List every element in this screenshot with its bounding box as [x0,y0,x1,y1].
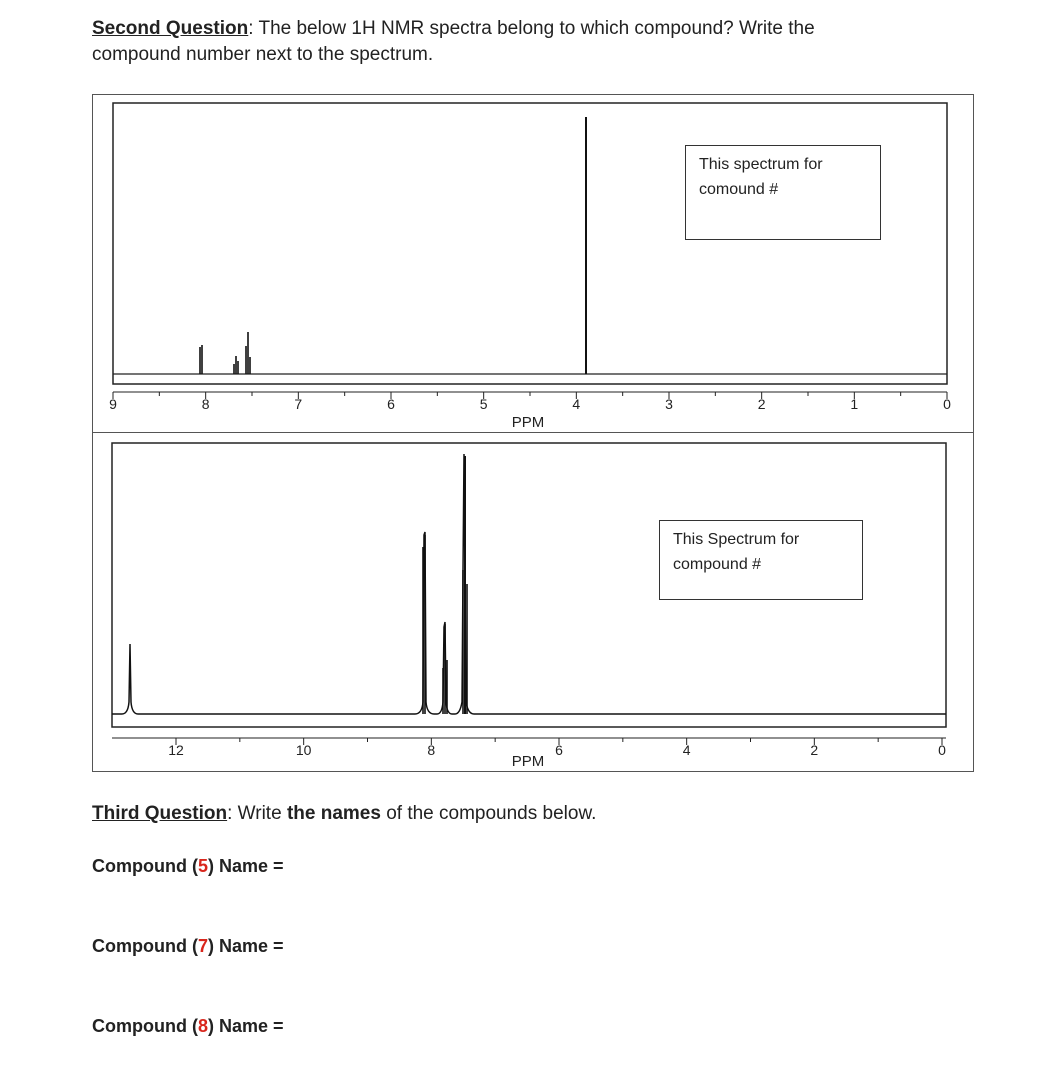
bottom-answer-box[interactable] [659,520,863,600]
top-tick-label: 2 [757,396,766,412]
top-tick-label: 3 [665,396,673,412]
compound-8-post: ) Name = [208,1016,284,1036]
compound-8-name[interactable] [92,1016,284,1037]
third-question-bold: the names [286,803,381,824]
second-question-heading: Second Question [92,18,249,39]
top-tick-label: 4 [572,396,581,412]
compound-7-post: ) Name = [208,936,284,956]
bottom-tick-label: 10 [295,742,312,758]
compound-5-name[interactable] [92,856,284,877]
top-answer-line2: comound # [699,181,779,198]
top-axis-ticks [109,392,951,412]
third-question [92,801,596,827]
compound-7-pre: Compound ( [92,936,198,956]
nmr-spectrum-bottom [92,432,974,772]
top-tick-label: 5 [479,396,488,412]
bottom-answer-line2: compound # [673,556,762,573]
top-axis-label: PPM [511,414,545,431]
top-tick-label: 8 [201,396,210,412]
compound-8-pre: Compound ( [92,1016,198,1036]
compound-5-number: 5 [197,856,208,876]
bottom-tick-label: 6 [555,742,563,758]
bottom-axis-ticks [168,738,946,758]
compound-8-number: 8 [197,1016,208,1036]
top-tick-label: 1 [850,396,859,412]
compound-7-name[interactable] [92,936,284,957]
bottom-tick-label: 8 [427,742,436,758]
second-question-text: : The below 1H NMR spectra belong to which compound? Write the compound number next to the spectrum. [92,18,815,65]
bottom-tick-label: 0 [938,742,946,758]
top-tick-label: 9 [109,396,117,412]
bottom-axis-label: PPM [511,753,545,770]
bottom-answer-line1: This Spectrum for [673,531,800,548]
second-question [92,16,892,68]
top-tick-label: 7 [294,396,303,412]
top-tick-label: 0 [943,396,951,412]
bottom-tick-label: 2 [810,742,819,758]
compound-5-post: ) Name = [208,856,284,876]
top-answer-line1: This spectrum for [699,156,823,173]
compound-7-number: 7 [197,936,208,956]
third-question-heading: Third Question [92,803,228,824]
bottom-tick-label: 4 [682,742,691,758]
compound-5-pre: Compound ( [92,856,198,876]
third-question-post: of the compounds below. [380,803,597,824]
top-answer-box[interactable] [685,145,881,240]
top-tick-label: 6 [387,396,395,412]
third-question-pre: : Write [227,803,287,824]
bottom-tick-label: 12 [168,742,184,758]
bottom-peaks [423,456,467,714]
top-peaks [200,117,586,374]
